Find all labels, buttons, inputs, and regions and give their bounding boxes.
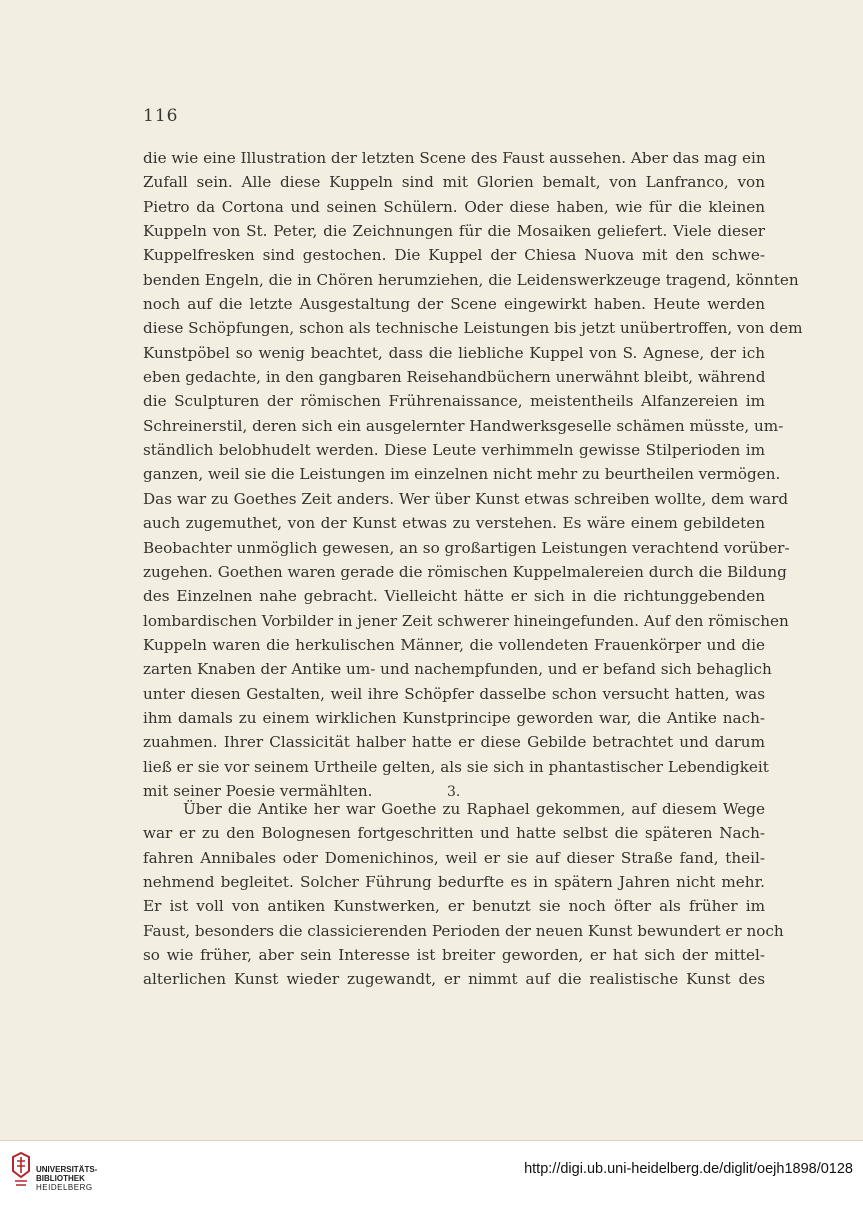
text-line: Pietro da Cortona und seinen Schülern. Oder diese haben, wie für die kleinen — [143, 197, 765, 216]
text-line: eben gedachte, in den gangbaren Reisehandbüchern unerwähnt bleibt, während — [143, 368, 766, 387]
paragraph-2 — [143, 797, 784, 992]
section-number: 3. — [447, 784, 461, 800]
text-line: zuahmen. Ihrer Classicität halber hatte er diese Gebilde betrachtet und darum — [143, 733, 765, 752]
text-line: Kuppeln waren die herkulischen Männer, die vollendeten Frauenkörper und die — [143, 635, 765, 654]
text-line: die Sculpturen der römischen Frührenaissance, meistentheils Alfanzereien im — [143, 392, 765, 411]
library-seal-icon — [10, 1151, 32, 1191]
text-line: zarten Knaben der Antike um- und nachempfunden, und er befand sich behaglich — [143, 660, 772, 679]
text-line: Schreinerstil, deren sich ein ausgelernter Handwerksgeselle schämen müsste, um- — [143, 416, 784, 435]
text-line: auch zugemuthet, von der Kunst etwas zu verstehen. Es wäre einem gebildeten — [143, 514, 765, 533]
permalink-url[interactable]: http://digi.ub.uni-heidelberg.de/diglit/oejh1898/0128 — [524, 1161, 853, 1177]
logo-text — [36, 1165, 97, 1192]
logo-line-1: UNIVERSITÄTS- — [36, 1165, 98, 1174]
text-line: nehmend begleitet. Solcher Führung bedurfte es in spätern Jahren nicht mehr. — [143, 873, 765, 892]
text-line: Beobachter unmöglich gewesen, an so großartigen Leistungen verachtend vorüber- — [143, 538, 790, 557]
text-line: benden Engeln, die in Chören herumziehen, die Leidenswerkzeuge tragend, könnten — [143, 270, 799, 289]
text-line: Kunstpöbel so wenig beachtet, dass die liebliche Kuppel von S. Agnese, der ich — [143, 343, 765, 362]
text-line-last: mit seiner Poesie vermählten. — [143, 781, 373, 800]
text-line: Faust, besonders die classicierenden Perioden der neuen Kunst bewundert er noch — [143, 921, 784, 940]
logo-line-3: HEIDELBERG — [36, 1183, 93, 1192]
text-line: unter diesen Gestalten, weil ihre Schöpfer dasselbe schon versucht hatten, was — [143, 684, 765, 703]
text-line: Zufall sein. Alle diese Kuppeln sind mit Glorien bemalt, von Lanfranco, von — [143, 173, 765, 192]
text-line: die wie eine Illustration der letzten Scene des Faust aussehen. Aber das mag ein — [143, 149, 766, 167]
page-number: 116 — [143, 106, 179, 126]
text-line: noch auf die letzte Ausgestaltung der Scene eingewirkt haben. Heute werden — [143, 295, 765, 314]
text-line: ganzen, weil sie die Leistungen im einzelnen nicht mehr zu beurtheilen vermögen. — [143, 465, 781, 484]
library-logo[interactable] — [10, 1151, 110, 1195]
text-line: diese Schöpfungen, schon als technische Leistungen bis jetzt unübertroffen, von dem — [143, 319, 803, 338]
text-line: war er zu den Bolognesen fortgeschritten und hatte selbst die späteren Nach- — [143, 824, 765, 843]
text-line: Kuppeln von St. Peter, die Zeichnungen für die Mosaiken geliefert. Viele dieser — [143, 222, 765, 241]
text-line: Kuppelfresken sind gestochen. Die Kuppel der Chiesa Nuova mit den schwe- — [143, 246, 765, 265]
text-line: Das war zu Goethes Zeit anders. Wer über Kunst etwas schreiben wollte, dem ward — [143, 489, 789, 508]
paragraph-1 — [143, 146, 803, 803]
text-line: Er ist voll von antiken Kunstwerken, er benutzt sie noch öfter als früher im — [143, 897, 765, 916]
text-line: ließ er sie vor seinem Urtheile gelten, als sie sich in phantastischer Lebendigkeit — [143, 757, 769, 776]
logo-line-2: BIBLIOTHEK — [36, 1174, 85, 1183]
text-line: ihm damals zu einem wirklichen Kunstprincipe geworden war, die Antike nach- — [143, 708, 765, 727]
text-line: ständlich belobhudelt werden. Diese Leute verhimmeln gewisse Stilperioden im — [143, 441, 765, 460]
text-line: fahren Annibales oder Domenichinos, weil er sie auf dieser Straße fand, theil- — [143, 848, 765, 867]
text-line: Über die Antike her war Goethe zu Raphael gekommen, auf diesem Wege — [183, 800, 765, 818]
text-line: zugehen. Goethen waren gerade die römischen Kuppelmalereien durch die Bildung — [143, 562, 787, 581]
text-line: lombardischen Vorbilder in jener Zeit schwerer hineingefunden. Auf den römischen — [143, 611, 789, 630]
text-line: alterlichen Kunst wieder zugewandt, er nimmt auf die realistische Kunst des — [143, 970, 765, 989]
text-line: so wie früher, aber sein Interesse ist breiter geworden, er hat sich der mittel- — [143, 946, 765, 965]
text-line: des Einzelnen nahe gebracht. Vielleicht hätte er sich in die richtunggebenden — [143, 587, 765, 606]
footer-bar — [0, 1140, 863, 1205]
